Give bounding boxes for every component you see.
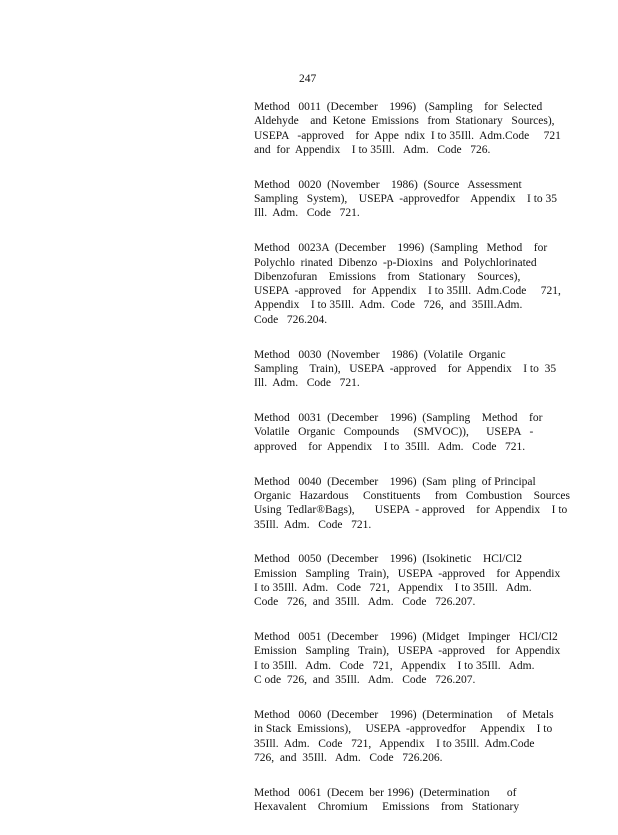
method-entry xyxy=(254,178,558,221)
method-entry xyxy=(254,348,557,391)
method-entry-line: Ill. Adm. Code 721. xyxy=(254,207,360,220)
method-entry-line: Ill. Adm. Code 721. xyxy=(254,377,360,390)
method-entry xyxy=(254,241,561,327)
method-entry-line: Code 726, and 35Ill. Adm. Code 726.207. xyxy=(254,596,476,609)
method-entry-line: Sampling System), USEPA -approvedfor Appendix I to 35 xyxy=(254,193,558,206)
method-entry-line: Volatile Organic Compounds (SMVOC)), USEPA - xyxy=(254,426,534,439)
method-entry-line: Method 0020 (November 1986) (Source Assessment xyxy=(254,178,522,191)
method-entry-line: Sampling Train), USEPA -approved for Appendix I to 35 xyxy=(254,362,557,375)
method-entry-line: 726, and 35Ill. Adm. Code 726.206. xyxy=(254,751,443,764)
method-entry-line: Organic Hazardous Constituents from Combustion Sources xyxy=(254,489,571,502)
method-entry-line: Method 0051 (December 1996) (Midget Impinger HCl/Cl2 xyxy=(254,631,558,644)
method-entry xyxy=(254,475,571,532)
method-entry-line: C ode 726, and 35Ill. Adm. Code 726.207. xyxy=(254,674,476,687)
method-entry-line: I to 35Ill. Adm. Code 721, Appendix I to 35Ill. Adm. xyxy=(254,659,535,672)
method-entry-line: Appendix I to 35Ill. Adm. Code 726, and 35Ill.Adm. xyxy=(254,299,523,312)
method-entry-line: Method 0061 (Decem ber 1996) (Determination of xyxy=(254,786,517,799)
method-entry-line: USEPA -approved for Appendix I to 35Ill. Adm.Code 721, xyxy=(254,285,561,298)
method-entry xyxy=(254,630,561,687)
method-entry-line: 35Ill. Adm. Code 721, Appendix I to 35Ill. Adm.Code xyxy=(254,737,535,750)
method-entry-line: Method 0011 (December 1996) (Sampling for Selected xyxy=(254,101,543,113)
method-entry xyxy=(254,552,561,609)
method-entry-line: Emission Sampling Train), USEPA -approved for Appendix xyxy=(254,645,561,658)
method-entry xyxy=(254,786,538,815)
method-entry-line: approved for Appendix I to 35Ill. Adm. Code 721. xyxy=(254,440,526,453)
method-entry-line: Polychlo rinated Dibenzo -p-Dioxins and Polychlorinated xyxy=(254,256,537,269)
method-entry-line: USEPA -approved for Appe ndix I to 35Ill. Adm.Code 721 xyxy=(254,129,561,142)
method-entry-line: Method 0023A (December 1996) (Sampling Method for xyxy=(254,242,548,255)
method-entry-line: Code 726.204. xyxy=(254,313,328,326)
method-entry-line: 35Ill. Adm. Code 721. xyxy=(254,518,372,531)
method-entry xyxy=(254,708,554,765)
method-entry-line: and for Appendix I to 35Ill. Adm. Code 726. xyxy=(254,143,491,156)
method-entry-line: Emission Sampling Train), USEPA -approved for Appendix xyxy=(254,567,561,580)
page-number: 247 xyxy=(299,73,317,85)
method-entry-line: Hexavalent Chromium Emissions from Stationary xyxy=(254,801,520,814)
method-entry-line: Method 0031 (December 1996) (Sampling Method for xyxy=(254,412,543,425)
method-entry-line: in Stack Emissions), USEPA -approvedfor Appendix I to xyxy=(254,723,553,736)
method-entry-line: Method 0030 (November 1986) (Volatile Organic xyxy=(254,348,506,361)
method-entry-line: I to 35Ill. Adm. Code 721, Appendix I to 35Ill. Adm. xyxy=(254,581,532,594)
method-entry-line: Aldehyde and Ketone Emissions from Stationary Sources), xyxy=(254,115,555,128)
method-entry-line: Method 0040 (December 1996) (Sam pling of Principal xyxy=(254,475,536,488)
method-entry xyxy=(254,100,561,157)
method-entry xyxy=(254,411,543,454)
method-entry-line: Method 0050 (December 1996) (Isokinetic HCl/Cl2 xyxy=(254,553,522,566)
method-entry-line: Dibenzofuran Emissions from Stationary Sources), xyxy=(254,270,521,283)
method-list xyxy=(254,100,571,835)
method-entry-line: Using Tedlar®Bags), USEPA - approved for Appendix I to xyxy=(254,504,568,517)
method-entry-line: Method 0060 (December 1996) (Determination of Metals xyxy=(254,708,554,721)
